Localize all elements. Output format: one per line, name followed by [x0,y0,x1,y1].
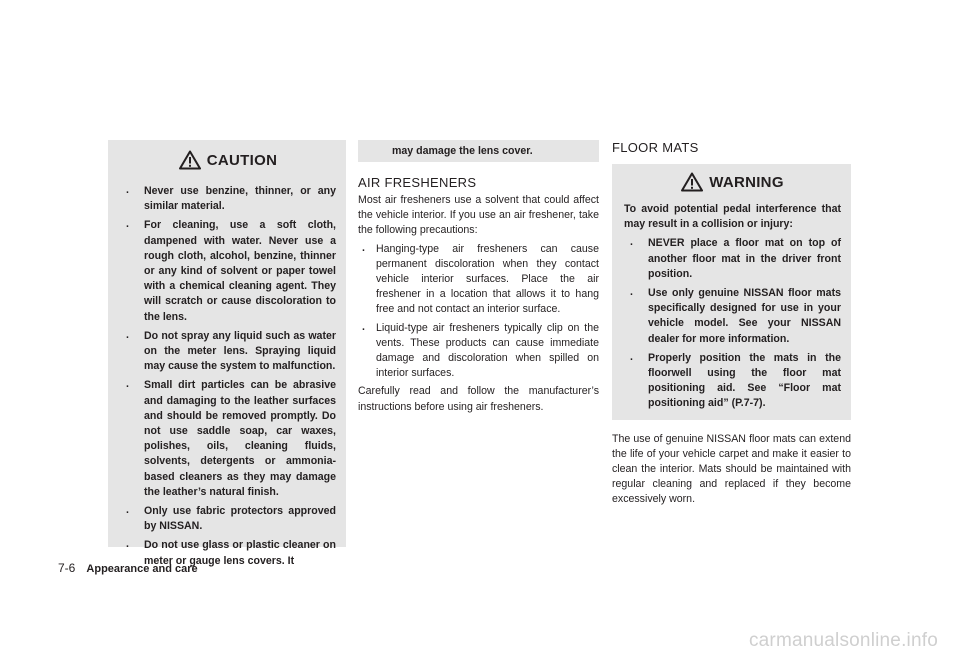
air-fresheners-heading: AIR FRESHENERS [358,175,477,190]
right-column [612,140,851,508]
list-item: . For cleaning, use a soft cloth, dampened with water. Never use a rough cloth, alcohol, benzine, thinner or any kind of solvent or paper towel with a chemical cleaning agent. They will scratch or cause discoloration to the lens. [120,218,336,324]
list-item: . Do not spray any liquid such as water on the meter lens. Spraying liquid may cause the system to malfunction. [120,329,336,375]
list-item: . Hanging-type air fresheners can cause permanent discoloration when they contact vehicle interior surfaces. Place the air freshener in a location that allows it to hang free and not contact an interior surface. [358,242,599,318]
warning-triangle-icon [179,150,201,170]
warning-header [624,172,841,192]
middle-column [358,140,599,415]
page-number: 7-6 [58,561,76,575]
page-footer [58,561,198,575]
floor-mats-heading: FLOOR MATS [612,140,699,155]
list-item: . Small dirt particles can be abrasive and damaging to the leather surfaces and should be removed promptly. Do not use saddle soap, car waxes, polishes, oils, cleaning fluids, solvents, detergents or ammonia-based cleaners as they may damage the leather’s natural finish. [120,378,336,500]
air-fresheners-list [358,242,599,382]
floor-mats-body: The use of genuine NISSAN floor mats can extend the life of your vehicle carpet and make it easier to clean the interior. Mats should be maintained with regular cleaning and replaced if they become excessively worn. [612,432,851,506]
caution-box [108,140,346,567]
list-item: . NEVER place a floor mat on top of another floor mat in the driver front position. [624,236,841,282]
list-item: . Use only genuine NISSAN floor mats specifically designed for use in your vehicle model. See your NISSAN dealer for more information. [624,286,841,347]
watermark: carmanualsonline.info [748,630,938,651]
caution-title: CAUTION [206,151,278,169]
caution-list [120,184,336,569]
list-item: . Properly position the mats in the floorwell using the floor mat positioning aid. See “Floor mat positioning aid” (P.7-7). [624,351,841,412]
warning-triangle-icon [681,172,703,192]
caution-continuation-box [358,140,599,162]
warning-list [624,236,841,411]
section-title: Appearance and care [86,563,198,575]
list-item: . Liquid-type air fresheners typically clip on the vents. These products can cause immediate damage and discoloration when spilled on interior surfaces. [358,321,599,382]
list-item: . Only use fabric protectors approved by NISSAN. [120,504,336,534]
list-item: . Never use benzine, thinner, or any similar material. [120,184,336,214]
air-fresheners-intro: Most air fresheners use a solvent that could affect the vehicle interior. If you use an air freshener, take the following precautions: [358,194,599,237]
warning-box [612,164,851,420]
caution-continuation: may damage the lens cover. [392,145,533,157]
list-item: . Do not use glass or plastic cleaner on meter or gauge lens covers. It [120,538,336,568]
warning-title: WARNING [709,173,784,191]
caution-header [120,150,336,170]
air-fresheners-outro: Carefully read and follow the manufacturer’s instructions before using air fresheners. [358,385,599,413]
warning-intro: To avoid potential pedal interference that may result in a collision or injury: [624,203,841,231]
